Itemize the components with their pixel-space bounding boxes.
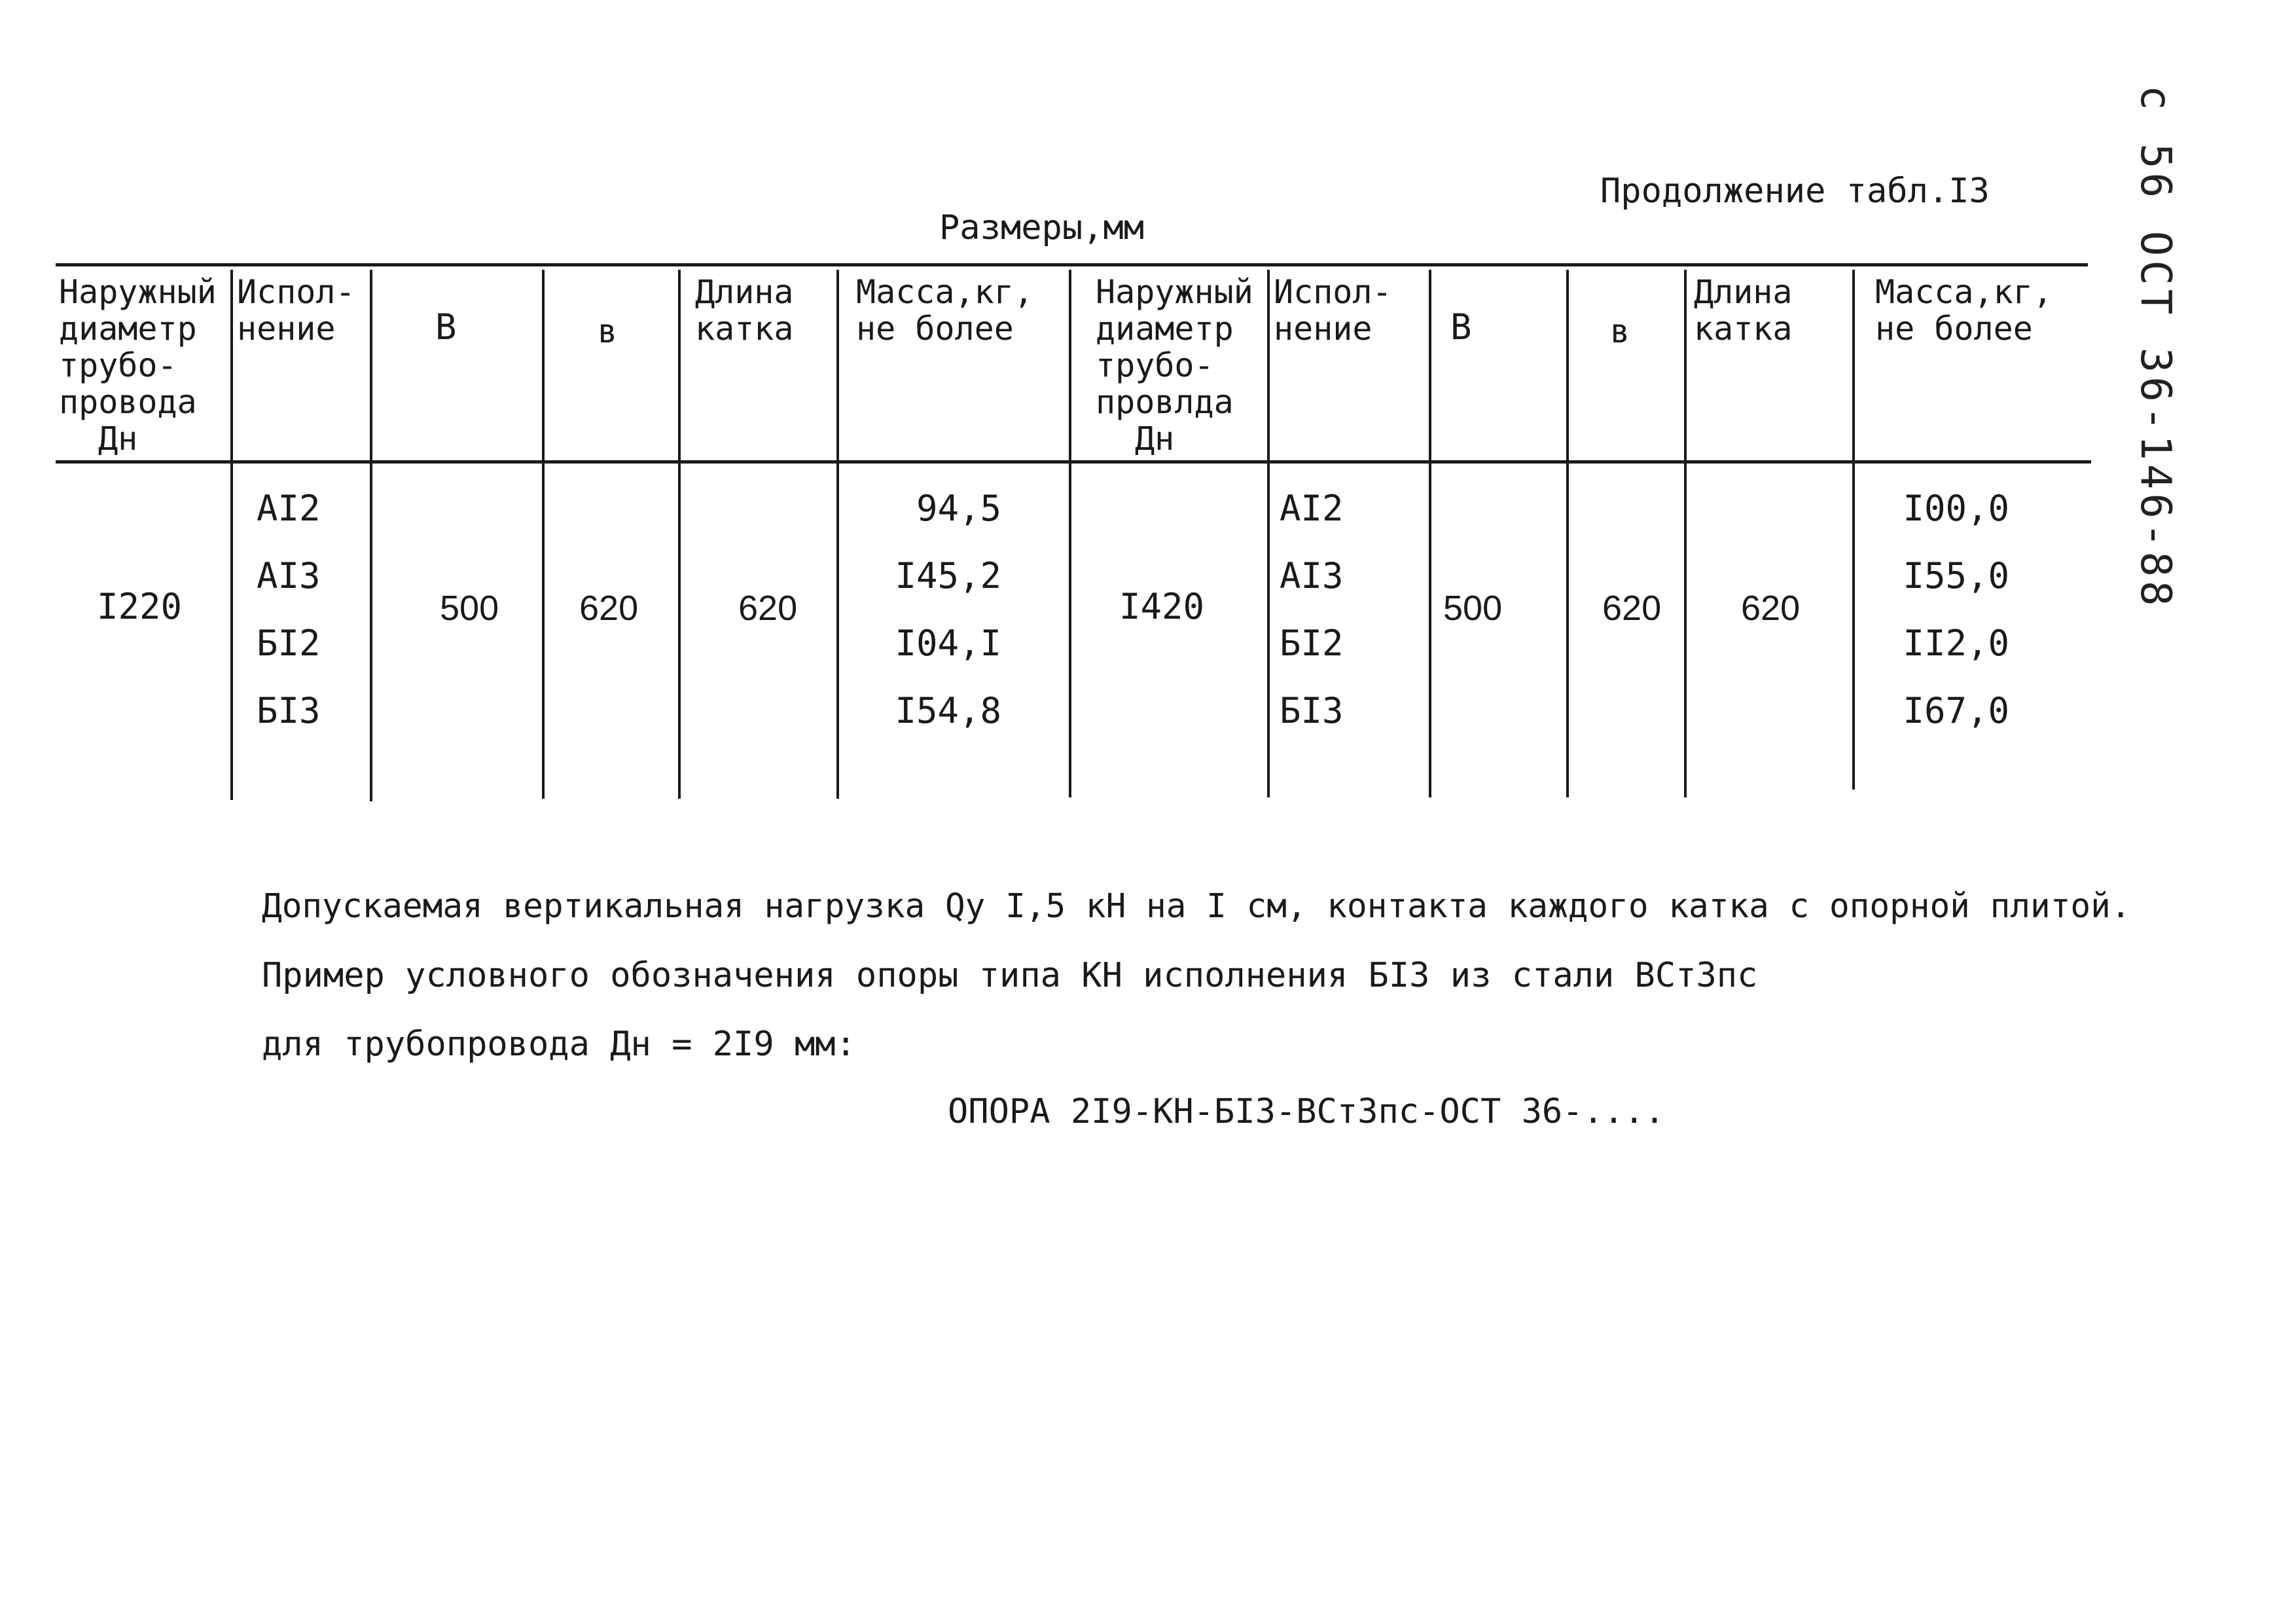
header-version-left: Испол- нение: [237, 273, 355, 348]
roller-length-value-right: 620: [1741, 589, 1801, 628]
table-top-rule: [56, 263, 2088, 266]
table-sizes-label: Размеры,мм: [939, 208, 1145, 247]
diameter-value-left: I220: [97, 586, 183, 627]
B-value-right: 500: [1443, 589, 1503, 628]
side-stamp: с 56 ОСТ 36-146-88: [2131, 85, 2179, 610]
header-b-left: в: [598, 312, 618, 350]
table-continuation-label: Продолжение табл.I3: [1600, 172, 1990, 211]
col-divider: [1684, 270, 1687, 797]
mass-item: I67,0: [1903, 690, 2009, 731]
mass-item: 94,5: [916, 488, 1001, 529]
versions-list-left: [257, 475, 321, 744]
b-value-left: 620: [579, 589, 639, 628]
header-diameter-right: Наружный диаметр трубо- провлда Дн: [1096, 273, 1253, 458]
col-divider: [678, 270, 681, 799]
header-b-right: в: [1610, 312, 1630, 350]
header-diameter-left: Наружный диаметр трубо- провода Дн: [59, 273, 217, 458]
mass-item: I04,I: [895, 623, 1001, 664]
version-item: БI2: [1280, 623, 1344, 664]
header-B-right: В: [1450, 306, 1472, 348]
version-item: AI2: [257, 488, 321, 529]
header-mass-right: Масса,кг, не более: [1875, 273, 2053, 348]
b-value-right: 620: [1602, 589, 1662, 628]
designation-example: ОПОРА 2I9-КН-БI3-ВСт3пс-ОСТ 36-....: [948, 1092, 1665, 1131]
col-divider: [370, 270, 372, 801]
version-item: AI3: [257, 555, 321, 596]
table-header-rule: [56, 460, 2091, 464]
mass-list-left: [851, 475, 1001, 744]
versions-list-right: [1280, 475, 1344, 744]
roller-length-value-left: 620: [738, 589, 798, 628]
diameter-value-right: I420: [1119, 586, 1205, 627]
mass-item: I54,8: [895, 690, 1001, 731]
col-divider: [1267, 270, 1270, 797]
load-note: Допускаемая вертикальная нагрузка Qу I,5 кН на I см, контакта каждого катка с опорной плитой.: [262, 887, 2131, 926]
header-mass-left: Масса,кг, не более: [856, 273, 1033, 348]
header-version-right: Испол- нение: [1274, 273, 1392, 348]
mass-item: I45,2: [895, 555, 1001, 596]
header-B-left: В: [435, 306, 457, 348]
mass-list-right: [1885, 475, 2009, 744]
version-item: AI2: [1280, 488, 1344, 529]
col-divider: [542, 270, 545, 799]
col-divider: [230, 270, 233, 800]
header-roller-length-right: Длина катка: [1694, 273, 1793, 348]
version-item: БI3: [1280, 690, 1344, 731]
version-item: AI3: [1280, 555, 1344, 596]
version-item: БI2: [257, 623, 321, 664]
col-divider: [1566, 270, 1569, 797]
version-item: БI3: [257, 690, 321, 731]
col-divider: [836, 270, 839, 799]
mass-item: I00,0: [1903, 488, 2009, 529]
example-line-1: Пример условного обозначения опоры типа КН исполнения БI3 из стали ВСт3пс: [262, 956, 1758, 995]
col-divider: [1429, 270, 1431, 797]
mass-item: I55,0: [1903, 555, 2009, 596]
B-value-left: 500: [440, 589, 499, 628]
col-divider: [1852, 270, 1855, 790]
example-line-2: для трубопровода Дн = 2I9 мм:: [262, 1025, 856, 1064]
mass-item: II2,0: [1903, 623, 2009, 664]
header-roller-length-left: Длина катка: [695, 273, 794, 348]
col-divider: [1069, 270, 1071, 797]
